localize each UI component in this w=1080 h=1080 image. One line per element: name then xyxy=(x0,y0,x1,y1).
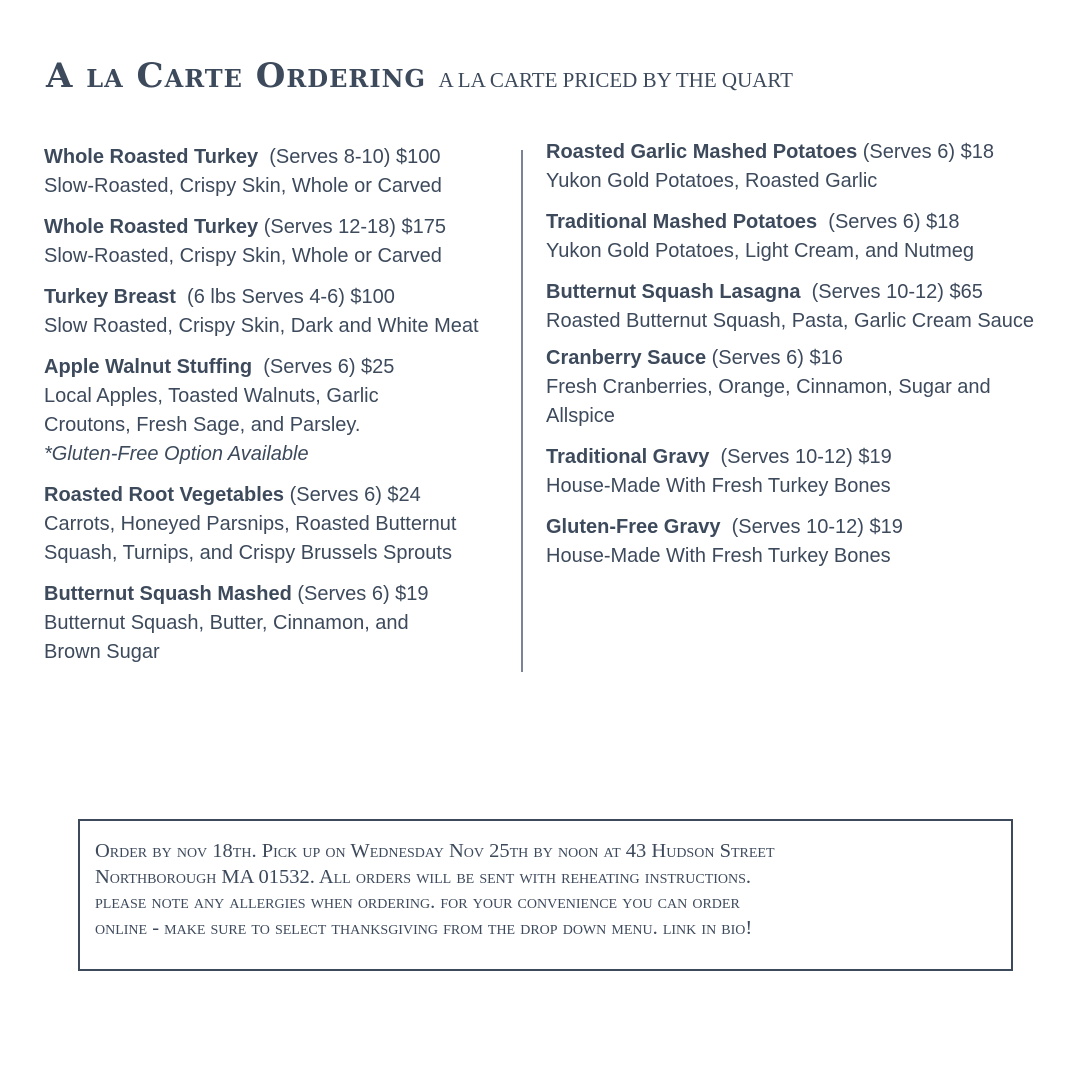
menu-item xyxy=(44,283,516,341)
item-details: (Serves 6) $18 xyxy=(862,141,994,163)
item-description: Yukon Gold Potatoes, Roasted Garlic xyxy=(546,170,878,192)
item-name: Roasted Root Vegetables xyxy=(44,484,285,506)
item-name: Gluten-Free Gravy xyxy=(546,516,721,538)
item-name: Roasted Garlic Mashed Potatoes xyxy=(546,141,858,163)
item-name: Butternut Squash Mashed xyxy=(44,583,292,605)
page-header xyxy=(46,56,793,96)
item-details: (Serves 6) $16 xyxy=(711,347,843,369)
item-description: Slow-Roasted, Crispy Skin, Whole or Carved xyxy=(44,175,442,197)
item-details: (Serves 10-12) $19 xyxy=(731,516,903,538)
page-subtitle: A LA CARTE PRICED BY THE QUART xyxy=(438,68,793,92)
item-name: Apple Walnut Stuffing xyxy=(44,356,253,378)
item-description: Fresh Cranberries, Orange, Cinnamon, Sugar and Allspice xyxy=(546,376,991,427)
item-details: (Serves 6) $18 xyxy=(828,211,960,233)
item-description: Slow Roasted, Crispy Skin, Dark and White Meat xyxy=(44,315,479,337)
item-description: Roasted Butternut Squash, Pasta, Garlic Cream Sauce xyxy=(546,310,1035,332)
item-details: (Serves 8-10) $100 xyxy=(269,146,441,168)
item-name: Whole Roasted Turkey xyxy=(44,146,259,168)
item-note: *Gluten-Free Option Available xyxy=(44,443,309,465)
item-description: House-Made With Fresh Turkey Bones xyxy=(546,545,891,567)
item-details: (Serves 6) $24 xyxy=(289,484,421,506)
item-description: Slow-Roasted, Crispy Skin, Whole or Carved xyxy=(44,245,442,267)
item-description: Local Apples, Toasted Walnuts, Garlic Croutons, Fresh Sage, and Parsley. xyxy=(44,385,379,436)
menu-item xyxy=(546,208,1066,266)
menu-item xyxy=(546,278,1066,336)
column-divider xyxy=(521,150,523,672)
page-title: A la Carte Ordering xyxy=(46,56,427,96)
menu-column-left xyxy=(44,143,516,679)
notice-line: Northborough MA 01532. All orders will be sent with reheating instructions. xyxy=(95,865,752,888)
menu-item xyxy=(546,443,1066,501)
menu-item xyxy=(44,481,516,568)
order-notice-box xyxy=(78,819,1013,971)
item-description: Butternut Squash, Butter, Cinnamon, and Brown Sugar xyxy=(44,612,409,663)
item-name: Turkey Breast xyxy=(44,286,176,308)
item-details: (Serves 6) $19 xyxy=(297,583,429,605)
item-details: (Serves 10-12) $19 xyxy=(720,446,892,468)
item-name: Cranberry Sauce xyxy=(546,347,707,369)
menu-item xyxy=(44,353,516,469)
item-details: (Serves 12-18) $175 xyxy=(263,216,447,238)
menu-item xyxy=(546,513,1066,571)
item-name: Whole Roasted Turkey xyxy=(44,216,259,238)
item-description: Carrots, Honeyed Parsnips, Roasted Butternut Squash, Turnips, and Crispy Brussels Sprouts xyxy=(44,513,457,564)
menu-item xyxy=(44,143,516,201)
menu-column-right xyxy=(546,138,1066,583)
notice-line: online - make sure to select thanksgiving from the drop down menu. link in bio! xyxy=(95,916,753,939)
notice-line: Order by nov 18th. Pick up on Wednesday Nov 25th by noon at 43 Hudson Street xyxy=(95,840,775,862)
item-name: Butternut Squash Lasagna xyxy=(546,281,801,303)
menu-item xyxy=(546,344,1066,431)
menu-item xyxy=(44,580,516,667)
item-name: Traditional Mashed Potatoes xyxy=(546,211,818,233)
notice-line: please note any allergies when ordering. for your convenience you can order xyxy=(95,891,740,913)
menu-item xyxy=(546,138,1066,196)
item-details: (6 lbs Serves 4-6) $100 xyxy=(187,286,395,308)
item-description: Yukon Gold Potatoes, Light Cream, and Nutmeg xyxy=(546,240,975,262)
menu-item xyxy=(44,213,516,271)
item-description: House-Made With Fresh Turkey Bones xyxy=(546,475,891,497)
item-details: (Serves 6) $25 xyxy=(263,356,395,378)
item-details: (Serves 10-12) $65 xyxy=(811,281,983,303)
item-name: Traditional Gravy xyxy=(546,446,710,468)
